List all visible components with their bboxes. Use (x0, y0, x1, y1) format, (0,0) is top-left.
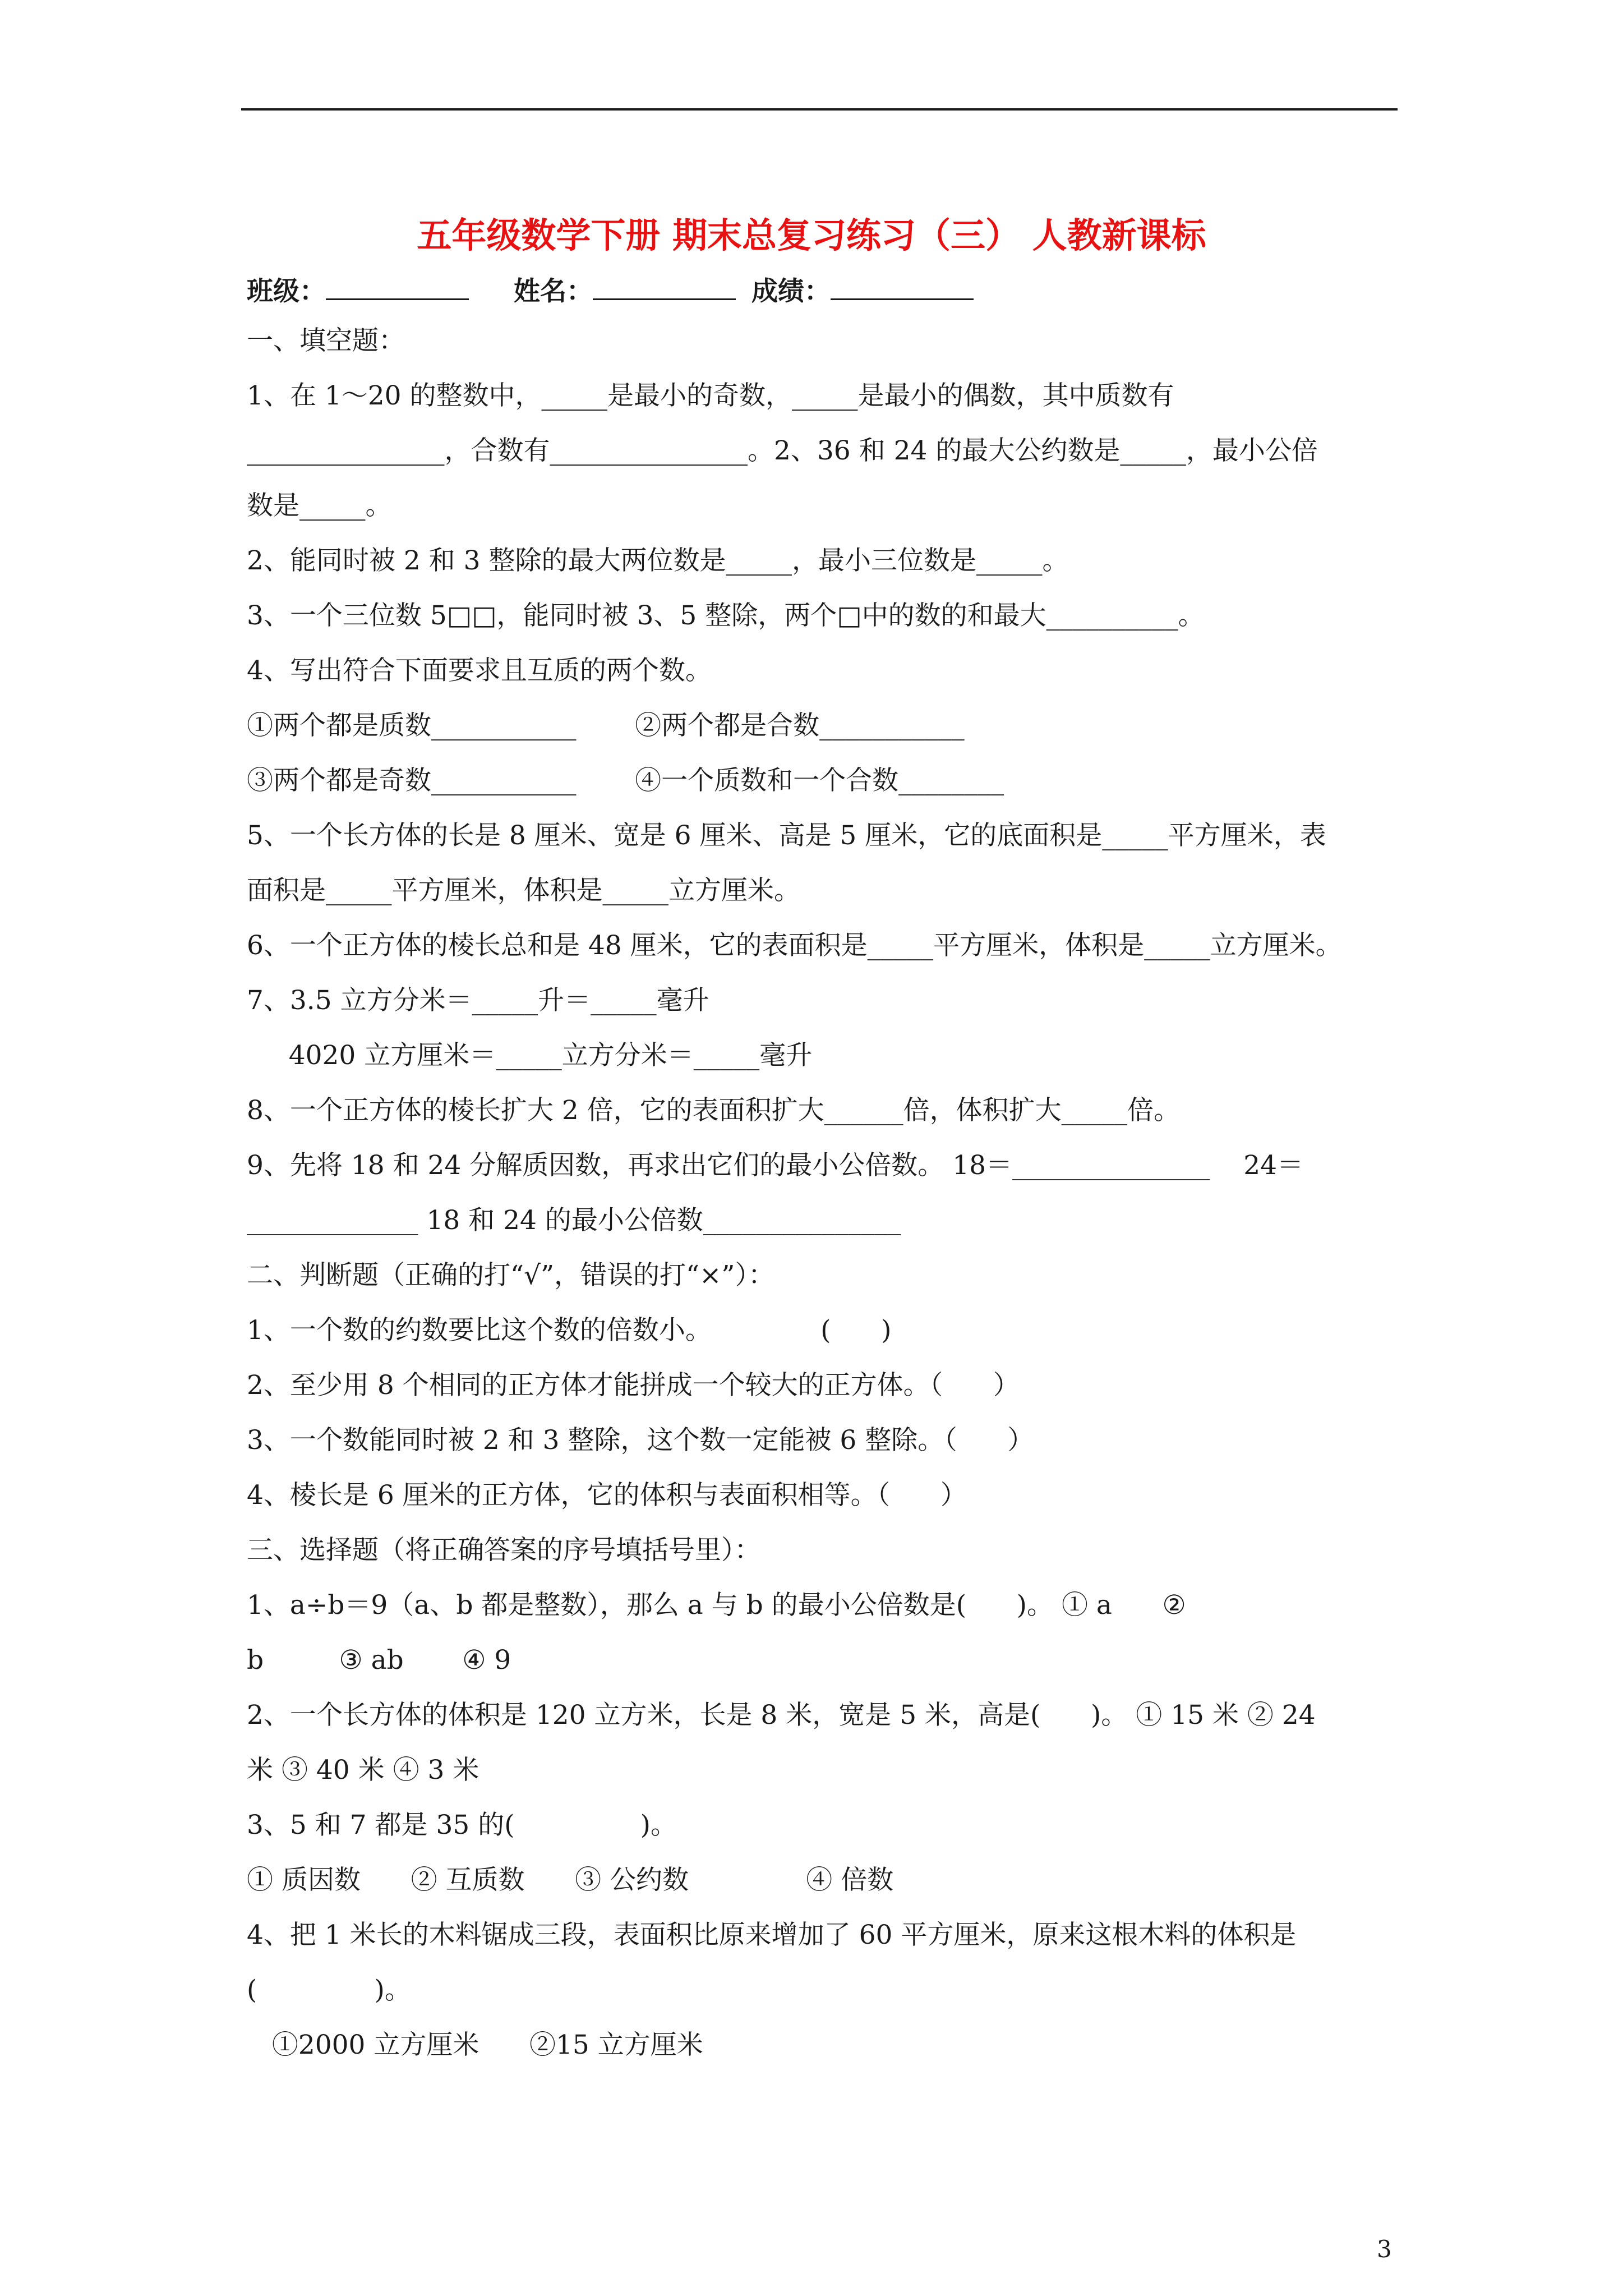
name-blank (593, 274, 736, 300)
question-line: 1、在 1～20 的整数中，_____是最小的奇数，_____是最小的偶数，其中质数有 (247, 380, 1174, 411)
page-title: 五年级数学下册 期末总复习练习（三） 人教新课标 (417, 215, 1206, 256)
question-line: 4、把 1 米长的木料锯成三段，表面积比原来增加了 60 平方厘米，原来这根木料的体积是 (247, 1920, 1297, 1950)
class-label: 班级： (247, 276, 326, 307)
question-line: 2、一个长方体的体积是 120 立方米，长是 8 米，宽是 5 米，高是( )。 ① 15 米 ② 24 (247, 1700, 1316, 1731)
question-line: ①2000 立方厘米 ②15 立方厘米 (247, 2030, 703, 2060)
score-blank (831, 274, 974, 300)
question-line: 6、一个正方体的棱长总和是 48 厘米，它的表面积是_____平方厘米，体积是_____立方厘米。 (247, 930, 1342, 961)
student-info-row (247, 274, 974, 309)
question-line: ①两个都是质数___________ ②两个都是合数___________ (247, 710, 965, 741)
question-line: 9、先将 18 和 24 分解质因数，再求出它们的最小公倍数。 18＝_______________ 24＝ (247, 1150, 1304, 1181)
score-label: 成绩： (751, 276, 831, 307)
question-line: ① 质因数 ② 互质数 ③ 公约数 ④ 倍数 (247, 1865, 894, 1895)
class-blank (326, 274, 469, 300)
question-line: 4、写出符合下面要求且互质的两个数。 (247, 655, 712, 686)
question-line: 4020 立方厘米＝_____立方分米＝_____毫升 (247, 1040, 813, 1071)
question-line: 米 ③ 40 米 ④ 3 米 (247, 1755, 479, 1786)
question-line: 3、一个数能同时被 2 和 3 整除，这个数一定能被 6 整除。（ ） (247, 1425, 1034, 1456)
question-line: 2、能同时被 2 和 3 整除的最大两位数是_____，最小三位数是_____。 (247, 545, 1069, 576)
page-number: 3 (1377, 2235, 1392, 2263)
question-line: ( )。 (247, 1975, 411, 2005)
question-line: 4、棱长是 6 厘米的正方体，它的体积与表面积相等。（ ） (247, 1480, 967, 1511)
header-rule (241, 108, 1398, 111)
question-line: _____________ 18 和 24 的最小公倍数_______________ (247, 1205, 901, 1236)
question-line: 5、一个长方体的长是 8 厘米、宽是 6 厘米、高是 5 厘米，它的底面积是_____平方厘米，表 (247, 820, 1326, 851)
name-label: 姓名： (514, 276, 593, 307)
question-line: 数是_____。 (247, 490, 392, 521)
question-line: 3、一个三位数 5□□，能同时被 3、5 整除，两个□中的数的和最大__________。 (247, 600, 1205, 631)
question-line: _______________，合数有_______________。2、36 和 24 的最大公约数是_____，最小公倍 (247, 435, 1318, 466)
question-line: ③两个都是奇数___________ ④一个质数和一个合数________ (247, 765, 1004, 796)
question-line: 面积是_____平方厘米，体积是_____立方厘米。 (247, 875, 800, 906)
question-line: 8、一个正方体的棱长扩大 2 倍，它的表面积扩大______倍，体积扩大_____倍。 (247, 1095, 1181, 1126)
section-heading-fill: 一、填空题： (247, 325, 405, 356)
question-line: 7、3.5 立方分米＝_____升＝_____毫升 (247, 985, 709, 1016)
section-heading-judge: 二、判断题（正确的打“√”，错误的打“×”）： (247, 1260, 774, 1291)
question-line: b ③ ab ④ 9 (247, 1645, 511, 1676)
question-line: 3、5 和 7 都是 35 的( )。 (247, 1810, 677, 1841)
section-heading-choice: 三、选择题（将正确答案的序号填括号里）： (247, 1535, 761, 1566)
question-line: 2、至少用 8 个相同的正方体才能拼成一个较大的正方体。（ ） (247, 1370, 1020, 1401)
question-line: 1、a÷b＝9（a、b 都是整数），那么 a 与 b 的最小公倍数是( )。 ① a ② (247, 1590, 1186, 1621)
question-line: 1、一个数的约数要比这个数的倍数小。 ( ) (247, 1315, 892, 1346)
